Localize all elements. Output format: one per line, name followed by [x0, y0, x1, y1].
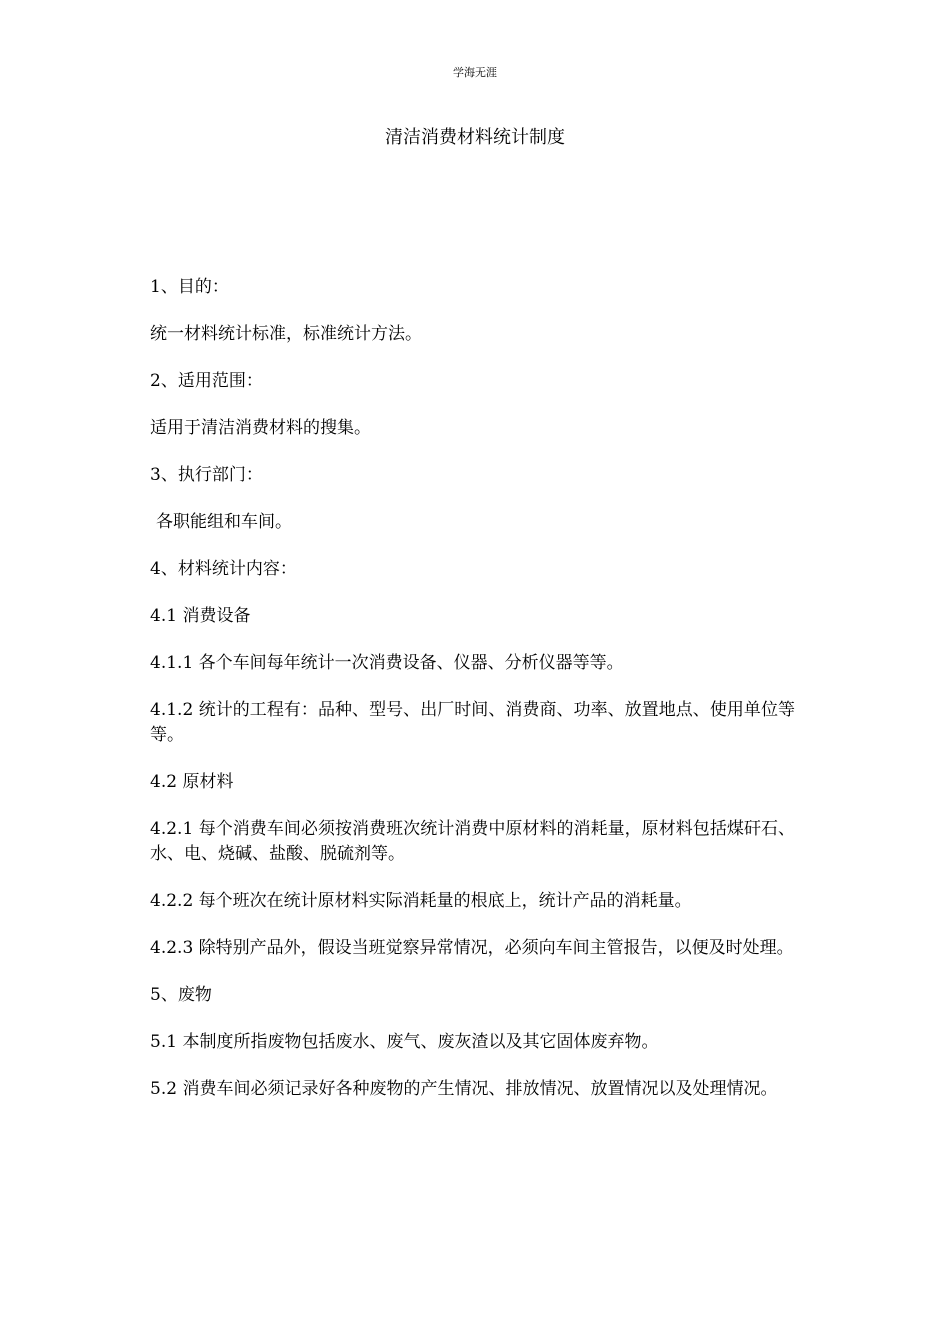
section-heading: 1、目的： [150, 277, 229, 297]
page-header: 学海无涯 [453, 66, 497, 79]
paragraph: 4.2.1 每个消费车间必须按消费班次统计消费中原材料的消耗量，原材料包括煤矸石、水、电、烧碱、盐酸、脱硫剂等。 [150, 819, 795, 864]
paragraph: 适用于清洁消费材料的搜集。 [150, 418, 371, 438]
document-title: 清洁消费材料统计制度 [385, 127, 565, 148]
subsection-heading: 4.1 消费设备 [150, 606, 251, 626]
document-body [150, 275, 795, 1124]
section-heading: 2、适用范围： [150, 371, 263, 391]
section-heading: 4、材料统计内容： [150, 559, 297, 579]
paragraph: 4.1.1 各个车间每年统计一次消费设备、仪器、分析仪器等等。 [150, 653, 624, 673]
paragraph: 各职能组和车间。 [156, 512, 292, 532]
section-heading: 3、执行部门： [150, 465, 263, 485]
section-heading: 5、废物 [150, 985, 212, 1005]
paragraph: 5.1 本制度所指废物包括废水、废气、废灰渣以及其它固体废弃物。 [150, 1032, 659, 1052]
subsection-heading: 4.2 原材料 [150, 772, 234, 792]
paragraph: 统一材料统计标准，标准统计方法。 [150, 324, 422, 344]
paragraph: 4.2.2 每个班次在统计原材料实际消耗量的根底上，统计产品的消耗量。 [150, 891, 692, 911]
paragraph: 4.2.3 除特别产品外，假设当班觉察异常情况，必须向车间主管报告，以便及时处理。 [150, 938, 794, 958]
paragraph: 4.1.2 统计的工程有：品种、型号、出厂时间、消费商、功率、放置地点、使用单位等等。 [150, 700, 795, 745]
paragraph: 5.2 消费车间必须记录好各种废物的产生情况、排放情况、放置情况以及处理情况。 [150, 1079, 778, 1099]
